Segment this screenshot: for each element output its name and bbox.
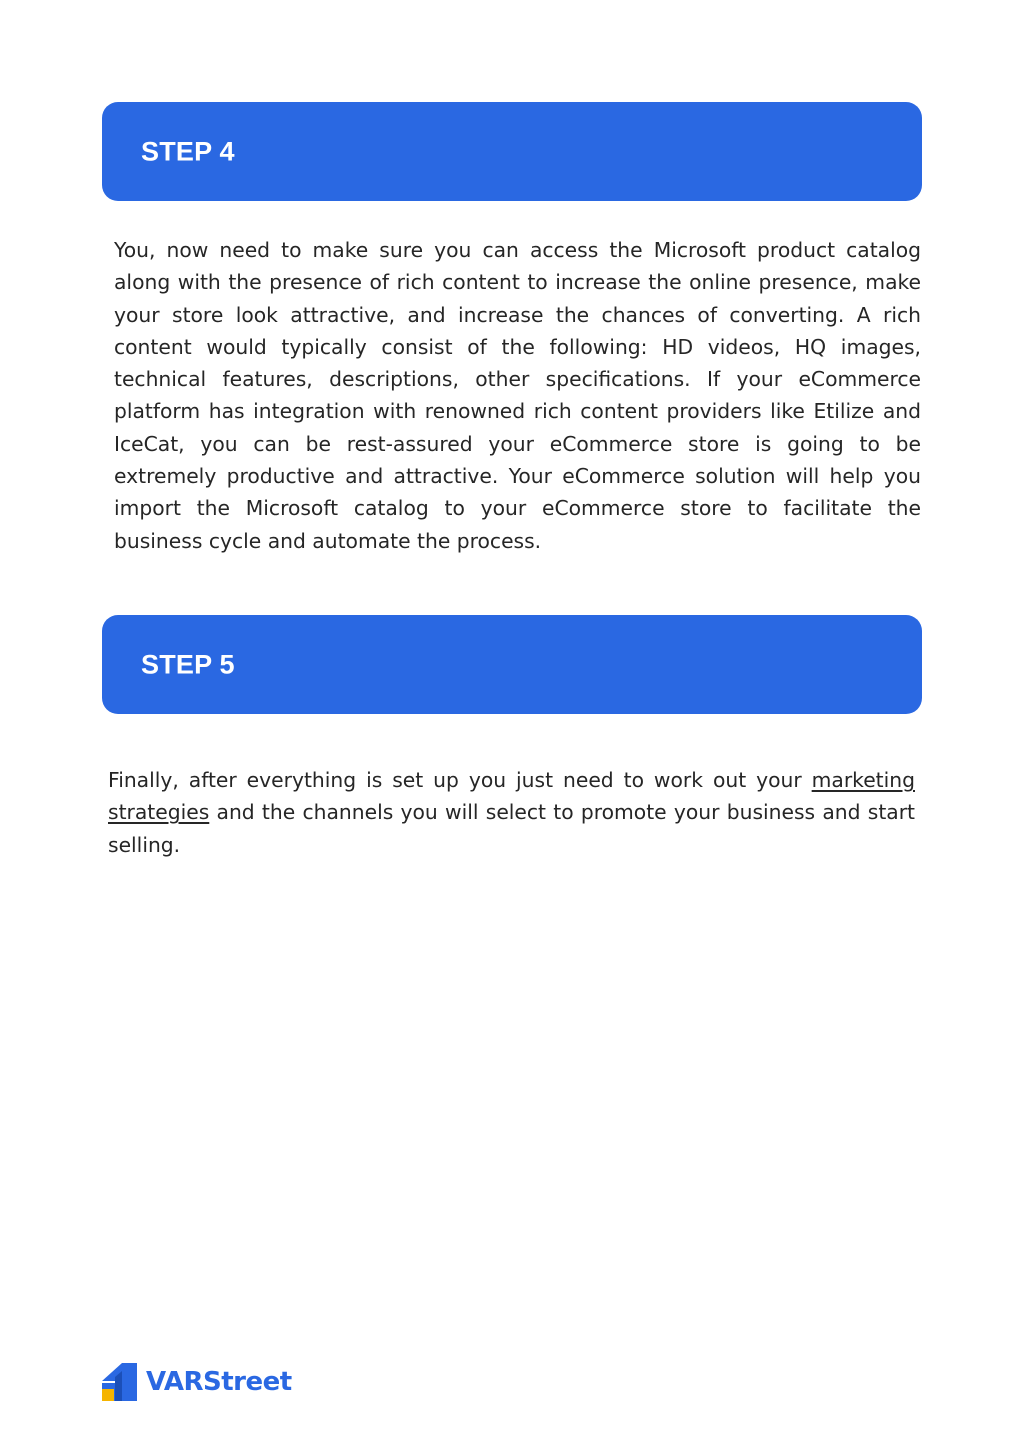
marketing-strategies-link[interactable]: marketing strategies	[108, 768, 915, 825]
varstreet-logo	[102, 1362, 292, 1402]
step-4-banner	[102, 102, 922, 201]
step-5-title: STEP 5	[141, 649, 235, 679]
step-4-title: STEP 4	[141, 136, 235, 166]
step-4-paragraph: You, now need to make sure you can access the Microsoft product catalog along with the presence of rich content to increase the online presence, make your store look attractive, and increase the chances of converting. A rich content would typically consist of the following: HD videos, HQ images, technical features, descriptions, other specifications. If your eCommerce platform has integration with renowned rich content providers like Etilize and IceCat, you can be rest-assured your eCommerce store is going to be extremely productive and attractive. Your eCommerce solution will help you import the Microsoft catalog to your eCommerce store to facilitate the business cycle and automate the process.	[114, 238, 921, 553]
step-5-text-after-link: and the channels you will select to promote your business and start selling.	[108, 800, 915, 857]
step-5-paragraph	[108, 764, 915, 861]
logo-text: VARStreet	[146, 1367, 292, 1397]
step-5-text-before-link: Finally, after everything is set up you just need to work out your	[108, 768, 812, 792]
varstreet-logo-icon	[102, 1363, 137, 1401]
step-5-banner	[102, 615, 922, 714]
